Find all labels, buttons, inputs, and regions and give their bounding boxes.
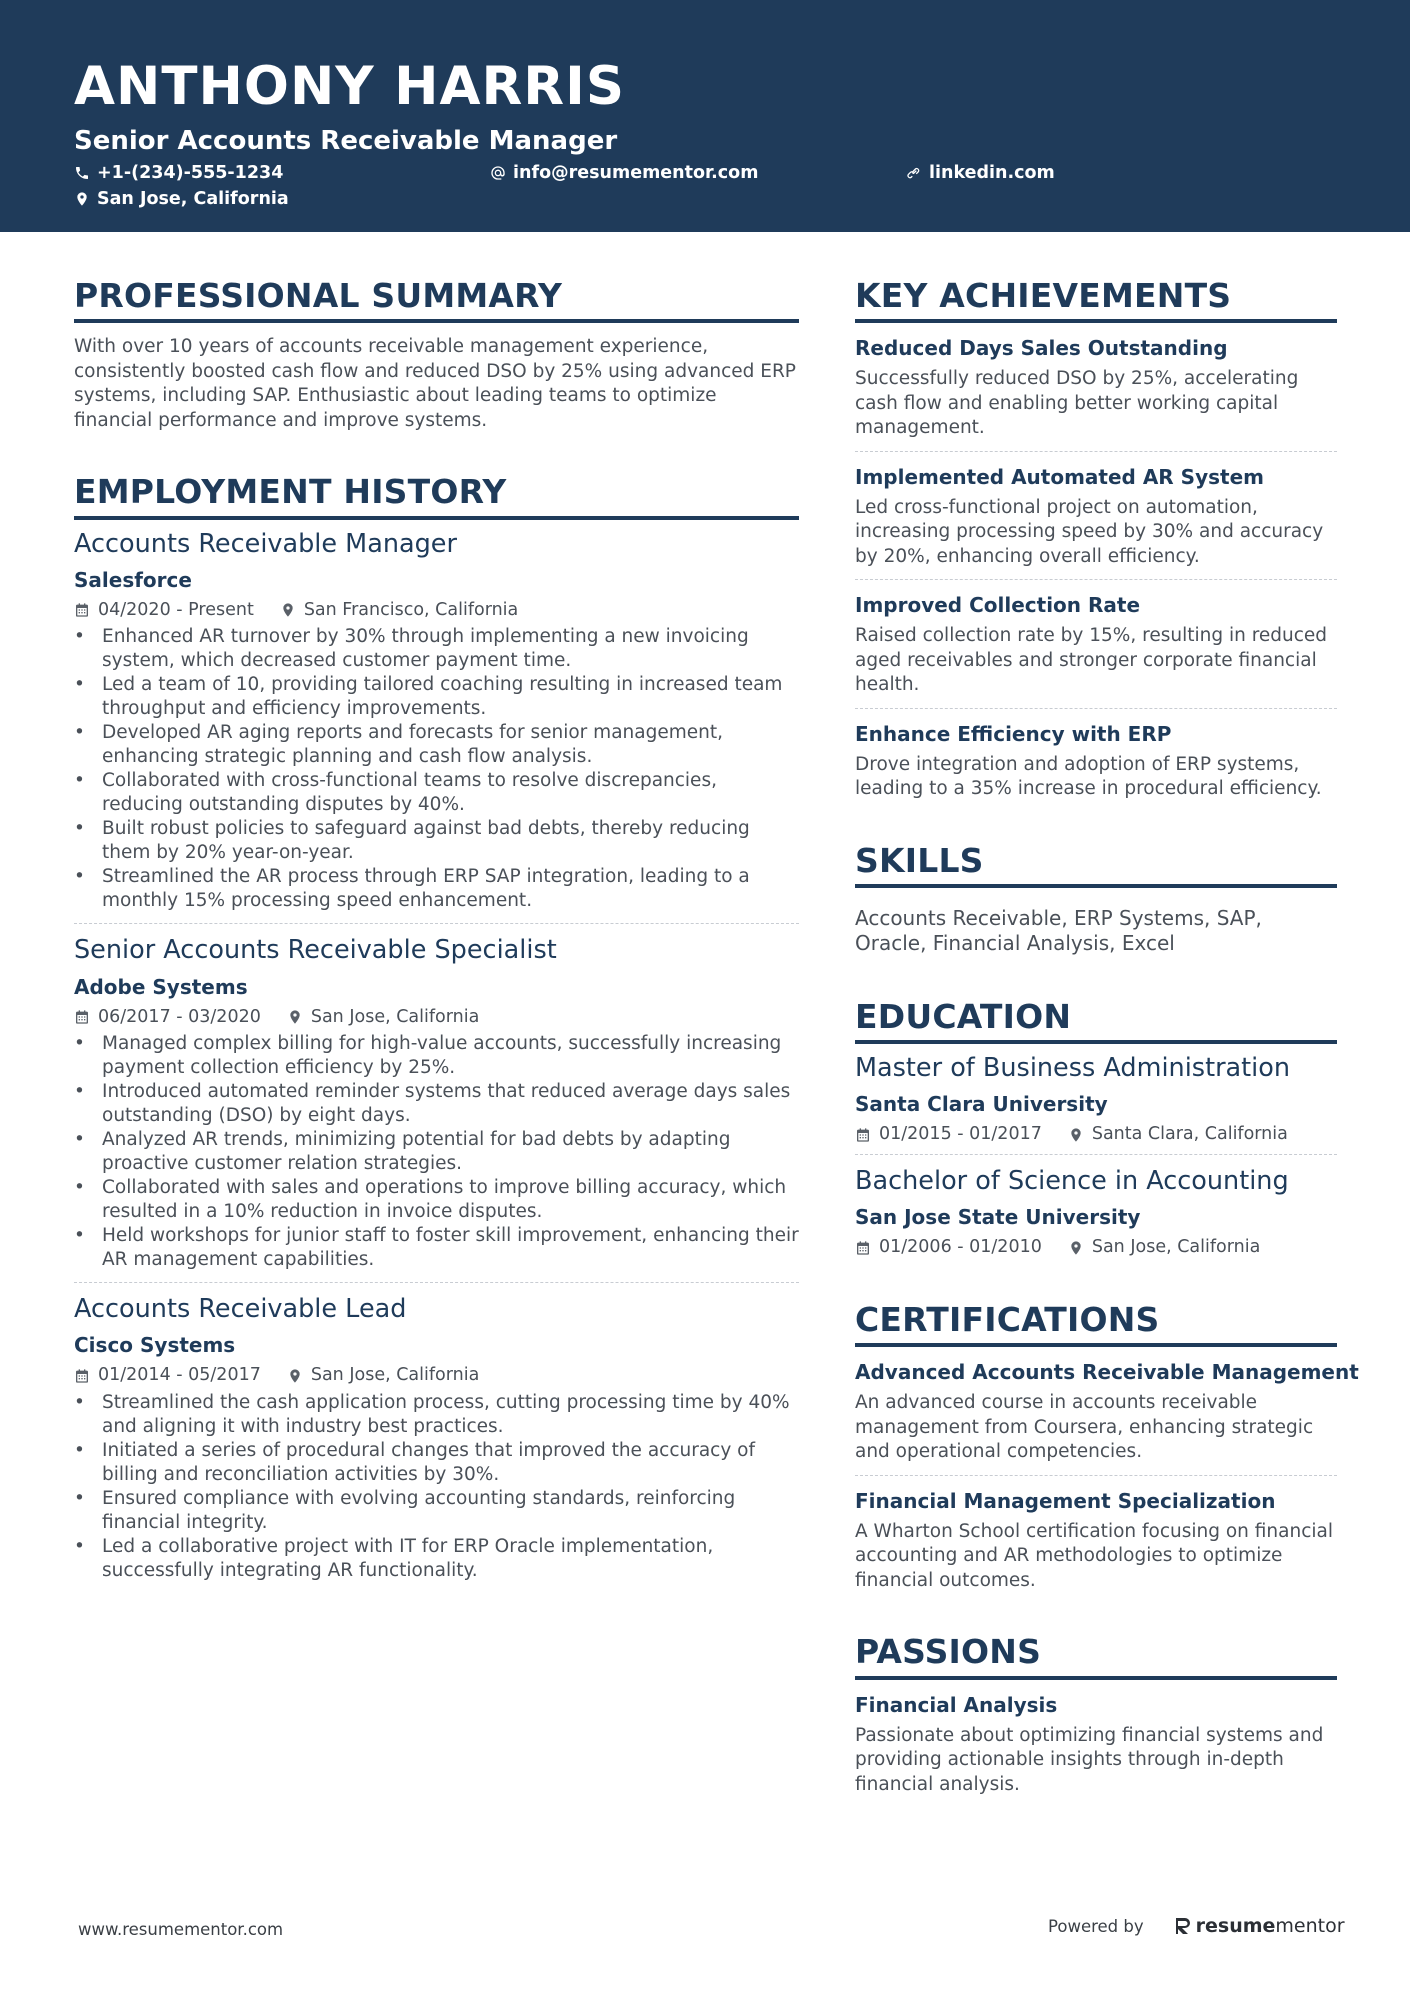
map-pin-icon (280, 602, 296, 618)
job-bullet: • Streamlined the cash application process, cutting processing time by 40% and aligning it with industry best practices. (74, 1391, 799, 1439)
job-title: Senior Accounts Receivable Specialist (74, 935, 557, 966)
job-title: Accounts Receivable Lead (74, 1294, 407, 1325)
contact-location (74, 189, 289, 209)
job-location: San Francisco, California (303, 599, 519, 620)
employment-heading: EMPLOYMENT HISTORY (74, 471, 799, 519)
education-section (855, 996, 1337, 1259)
passion-title: Financial Analysis (855, 1692, 1058, 1717)
job-bullets (74, 1032, 799, 1272)
certification-desc: A Wharton School certification focusing on financial accounting and AR methodologies to optimize financial outcomes. (855, 1520, 1334, 1591)
job-location: San Jose, California (310, 1006, 480, 1027)
job-meta (74, 1364, 799, 1387)
job-dates: 06/2017 - 03/2020 (98, 1006, 261, 1027)
education-item (855, 1044, 1337, 1146)
skills-text: Accounts Receivable, ERP Systems, SAP, Oracle, Financial Analysis, Excel (855, 906, 1262, 955)
job-bullet: • Streamlined the AR process through ERP SAP integration, leading to a monthly 15% processing speed enhancement. (74, 865, 799, 913)
achievements-section (855, 275, 1337, 812)
education-item (855, 1154, 1337, 1259)
certification-title: Advanced Accounts Receivable Management (855, 1360, 1359, 1385)
job-meta (74, 1006, 799, 1029)
job-company: Salesforce (74, 567, 192, 592)
certifications-heading: CERTIFICATIONS (855, 1299, 1337, 1347)
left-column (74, 275, 799, 1583)
candidate-title: Senior Accounts Receivable Manager (74, 126, 618, 156)
calendar-icon (855, 1240, 871, 1256)
job-dates: 04/2020 - Present (98, 599, 254, 620)
job-dates: 01/2014 - 05/2017 (98, 1365, 261, 1386)
job-title: Accounts Receivable Manager (74, 528, 457, 559)
job-bullets (74, 1391, 799, 1583)
right-column (855, 275, 1359, 1807)
education-meta (855, 1236, 1337, 1259)
contact-linkedin[interactable] (906, 163, 1055, 183)
job-entry (74, 520, 799, 914)
education-degree: Bachelor of Science in Accounting (855, 1166, 1289, 1197)
employment-section (74, 471, 799, 1583)
map-pin-icon (1068, 1127, 1084, 1143)
certification-item (855, 1475, 1337, 1604)
brand-name-bold: resume (1195, 1915, 1276, 1937)
map-pin-icon (287, 1368, 303, 1384)
certifications-section (855, 1299, 1359, 1603)
contact-phone-text: +1-(234)-555-1234 (97, 163, 284, 183)
footer-branding (1048, 1915, 1345, 1937)
contact-location-text: San Jose, California (97, 189, 289, 209)
education-school: San Jose State University (855, 1205, 1141, 1230)
achievement-desc: Led cross-functional project on automation, increasing processing speed by 30% and accuracy by 20%, enhancing overall efficiency. (855, 496, 1324, 567)
job-bullet: • Enhanced AR turnover by 30% through implementing a new invoicing system, which decreased customer payment time. (74, 625, 799, 673)
education-location: Santa Clara, California (1091, 1124, 1288, 1145)
achievement-title: Improved Collection Rate (855, 593, 1141, 618)
job-bullets (74, 625, 799, 913)
job-bullet: • Initiated a series of procedural changes that improved the accuracy of billing and reconciliation activities by 30%. (74, 1439, 799, 1487)
education-meta (855, 1123, 1337, 1146)
achievement-item (855, 579, 1337, 708)
education-heading: EDUCATION (855, 996, 1337, 1044)
achievement-desc: Drove integration and adoption of ERP systems, leading to a 35% increase in procedural efficiency. (855, 753, 1322, 800)
achievement-item (855, 451, 1337, 580)
job-bullet: • Built robust policies to safeguard against bad debts, thereby reducing them by 20% year-on-year. (74, 817, 799, 865)
powered-by-label: Powered by (1048, 1916, 1144, 1936)
achievement-desc: Successfully reduced DSO by 25%, accelerating cash flow and enabling better working capital management. (855, 368, 1299, 439)
link-icon (906, 165, 922, 181)
achievement-title: Enhance Efficiency with ERP (855, 721, 1172, 746)
job-bullet: • Collaborated with cross-functional teams to resolve discrepancies, reducing outstanding disputes by 40%. (74, 769, 799, 817)
job-company: Adobe Systems (74, 974, 248, 999)
skills-section (855, 840, 1337, 956)
education-school: Santa Clara University (855, 1092, 1108, 1117)
achievement-title: Implemented Automated AR System (855, 464, 1264, 489)
job-meta (74, 599, 799, 622)
brand-mark-icon (1174, 1916, 1192, 1936)
job-bullet: • Introduced automated reminder systems that reduced average days sales outstanding (DSO) by eight days. (74, 1080, 799, 1128)
education-dates: 01/2015 - 01/2017 (879, 1124, 1042, 1145)
certification-title: Financial Management Specialization (855, 1488, 1276, 1513)
contact-email-text: info@resumementor.com (513, 163, 759, 183)
calendar-icon (74, 1009, 90, 1025)
achievement-item (855, 708, 1337, 812)
brand-logo[interactable] (1174, 1915, 1345, 1937)
summary-text: With over 10 years of accounts receivable management experience, consistently boosted cash flow and reduced DSO by 25% using advanced ERP systems, including SAP. Enthusiastic about leading teams to optimize financial performance and improve systems. (74, 336, 796, 431)
contact-email[interactable] (490, 163, 758, 183)
job-bullet: • Developed AR aging reports and forecasts for senior management, enhancing strategic planning and cash flow analysis. (74, 721, 799, 769)
passions-section (855, 1631, 1337, 1807)
job-bullet: • Led a team of 10, providing tailored coaching resulting in increased team throughput and efficiency improvements. (74, 673, 799, 721)
passion-item (855, 1680, 1337, 1808)
contact-linkedin-text: linkedin.com (929, 163, 1055, 183)
map-pin-icon (287, 1009, 303, 1025)
skills-heading: SKILLS (855, 840, 1337, 888)
map-pin-icon (74, 191, 90, 207)
calendar-icon (74, 602, 90, 618)
map-pin-icon (1068, 1240, 1084, 1256)
calendar-icon (74, 1368, 90, 1384)
passions-heading: PASSIONS (855, 1631, 1337, 1679)
candidate-name: ANTHONY HARRIS (74, 56, 626, 117)
job-entry (74, 923, 799, 1272)
achievement-item (855, 323, 1337, 451)
certification-item (855, 1347, 1359, 1475)
job-bullet: • Collaborated with sales and operations to improve billing accuracy, which resulted in a 10% reduction in invoice disputes. (74, 1176, 799, 1224)
footer-website[interactable]: www.resumementor.com (78, 1920, 284, 1939)
achievements-heading: KEY ACHIEVEMENTS (855, 275, 1337, 323)
resume-header (0, 0, 1410, 232)
at-icon (490, 165, 506, 181)
job-bullet: • Ensured compliance with evolving accounting standards, reinforcing financial integrity. (74, 1487, 799, 1535)
job-entry (74, 1282, 799, 1583)
job-bullet: • Analyzed AR trends, minimizing potential for bad debts by adapting proactive customer relation strategies. (74, 1128, 799, 1176)
achievement-desc: Raised collection rate by 15%, resulting in reduced aged receivables and stronger corporate financial health. (855, 625, 1328, 696)
job-bullet: • Held workshops for junior staff to foster skill improvement, enhancing their AR management capabilities. (74, 1224, 799, 1272)
brand-name-rest: mentor (1275, 1915, 1345, 1937)
job-bullet: • Managed complex billing for high-value accounts, successfully increasing payment collection efficiency by 25%. (74, 1032, 799, 1080)
phone-icon (74, 165, 90, 181)
education-dates: 01/2006 - 01/2010 (879, 1237, 1042, 1258)
achievement-title: Reduced Days Sales Outstanding (855, 336, 1228, 361)
education-location: San Jose, California (1091, 1237, 1261, 1258)
job-bullet: • Led a collaborative project with IT for ERP Oracle implementation, successfully integrating AR functionality. (74, 1535, 799, 1583)
job-company: Cisco Systems (74, 1333, 236, 1358)
certification-desc: An advanced course in accounts receivable management from Coursera, enhancing strategic and operational competencies. (855, 1392, 1314, 1463)
education-degree: Master of Business Administration (855, 1053, 1291, 1084)
summary-heading: PROFESSIONAL SUMMARY (74, 275, 799, 323)
summary-section (74, 275, 799, 433)
calendar-icon (855, 1127, 871, 1143)
passion-desc: Passionate about optimizing financial systems and providing actionable insights through in-depth financial analysis. (855, 1724, 1324, 1795)
job-location: San Jose, California (310, 1365, 480, 1386)
contact-phone[interactable] (74, 163, 283, 183)
